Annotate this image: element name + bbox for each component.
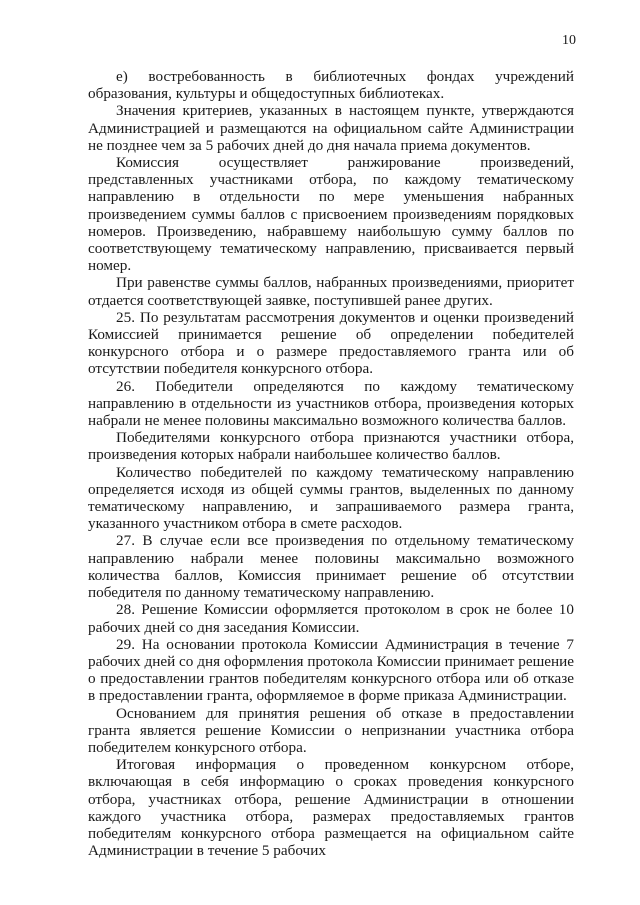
paragraph-refusal-basis: Основанием для принятия решения об отказе в предоставлении гранта является решение Комиссии о непризнании участника отбора победителем конкурсного отбора. bbox=[88, 704, 574, 756]
paragraph-item-25: 25. По результатам рассмотрения документов и оценки произведений Комиссией принимается решение об определении победителей конкурсного отбора и о размере предоставляемого гранта или об отсутствии победителя конкурсного отбора. bbox=[88, 308, 574, 378]
paragraph-ranking: Комиссия осуществляет ранжирование произведений, представленных участниками отбора, по каждому тематическому направлению в отдельности по мере уменьшения набранных произведением суммы баллов с присвоением произведениям порядковых номеров. Произведению, набравшему наибольшую сумму баллов по соответствующему тематическому направлению, присваивается первый номер. bbox=[88, 154, 574, 275]
document-body bbox=[88, 68, 574, 859]
paragraph-final-information: Итоговая информация о проведенном конкурсном отборе, включающая в себя информацию о сроках проведения конкурсного отбора, участниках отбора, решение Администрации в отношении каждого участника отбора, размерах предоставляемых грантов победителям конкурсного отбора размещается на официальном сайте Администрации в течение 5 рабочих bbox=[88, 756, 574, 860]
paragraph-criterion-e: е) востребованность в библиотечных фондах учреждений образования, культуры и общедоступных библиотеках. bbox=[88, 68, 574, 103]
paragraph-equal-scores: При равенстве суммы баллов, набранных произведениями, приоритет отдается соответствующей заявке, поступившей ранее других. bbox=[88, 274, 574, 309]
paragraph-item-29: 29. На основании протокола Комиссии Администрация в течение 7 рабочих дней со дня оформления протокола Комиссии принимает решение о предоставлении грантов победителям конкурсного отбора или об отказе в предоставлении гранта, оформляемое в форме приказа Администрации. bbox=[88, 635, 574, 705]
paragraph-number-of-winners: Количество победителей по каждому тематическому направлению определяется исходя из общей суммы грантов, выделенных по данному тематическому направлению, и запрашиваемого размера гранта, указанного участником отбора в смете расходов. bbox=[88, 463, 574, 533]
paragraph-item-28: 28. Решение Комиссии оформляется протоколом в срок не более 10 рабочих дней со дня заседания Комиссии. bbox=[88, 601, 574, 636]
paragraph-item-27: 27. В случае если все произведения по отдельному тематическому направлению набрали менее половины максимально возможного количества баллов, Комиссия принимает решение об отсутствии победителя по данному тематическому направлению. bbox=[88, 532, 574, 602]
page-number: 10 bbox=[562, 33, 576, 48]
paragraph-winners: Победителями конкурсного отбора признаются участники отбора, произведения которых набрали наибольшее количество баллов. bbox=[88, 429, 574, 464]
paragraph-item-26: 26. Победители определяются по каждому тематическому направлению в отдельности из участников отбора, произведения которых набрали не менее половины максимально возможного количества баллов. bbox=[88, 377, 574, 430]
paragraph-criteria-values: Значения критериев, указанных в настоящем пункте, утверждаются Администрацией и размещаются на официальном сайте Администрации не позднее чем за 5 рабочих дней до дня начала приема документов. bbox=[88, 102, 574, 154]
